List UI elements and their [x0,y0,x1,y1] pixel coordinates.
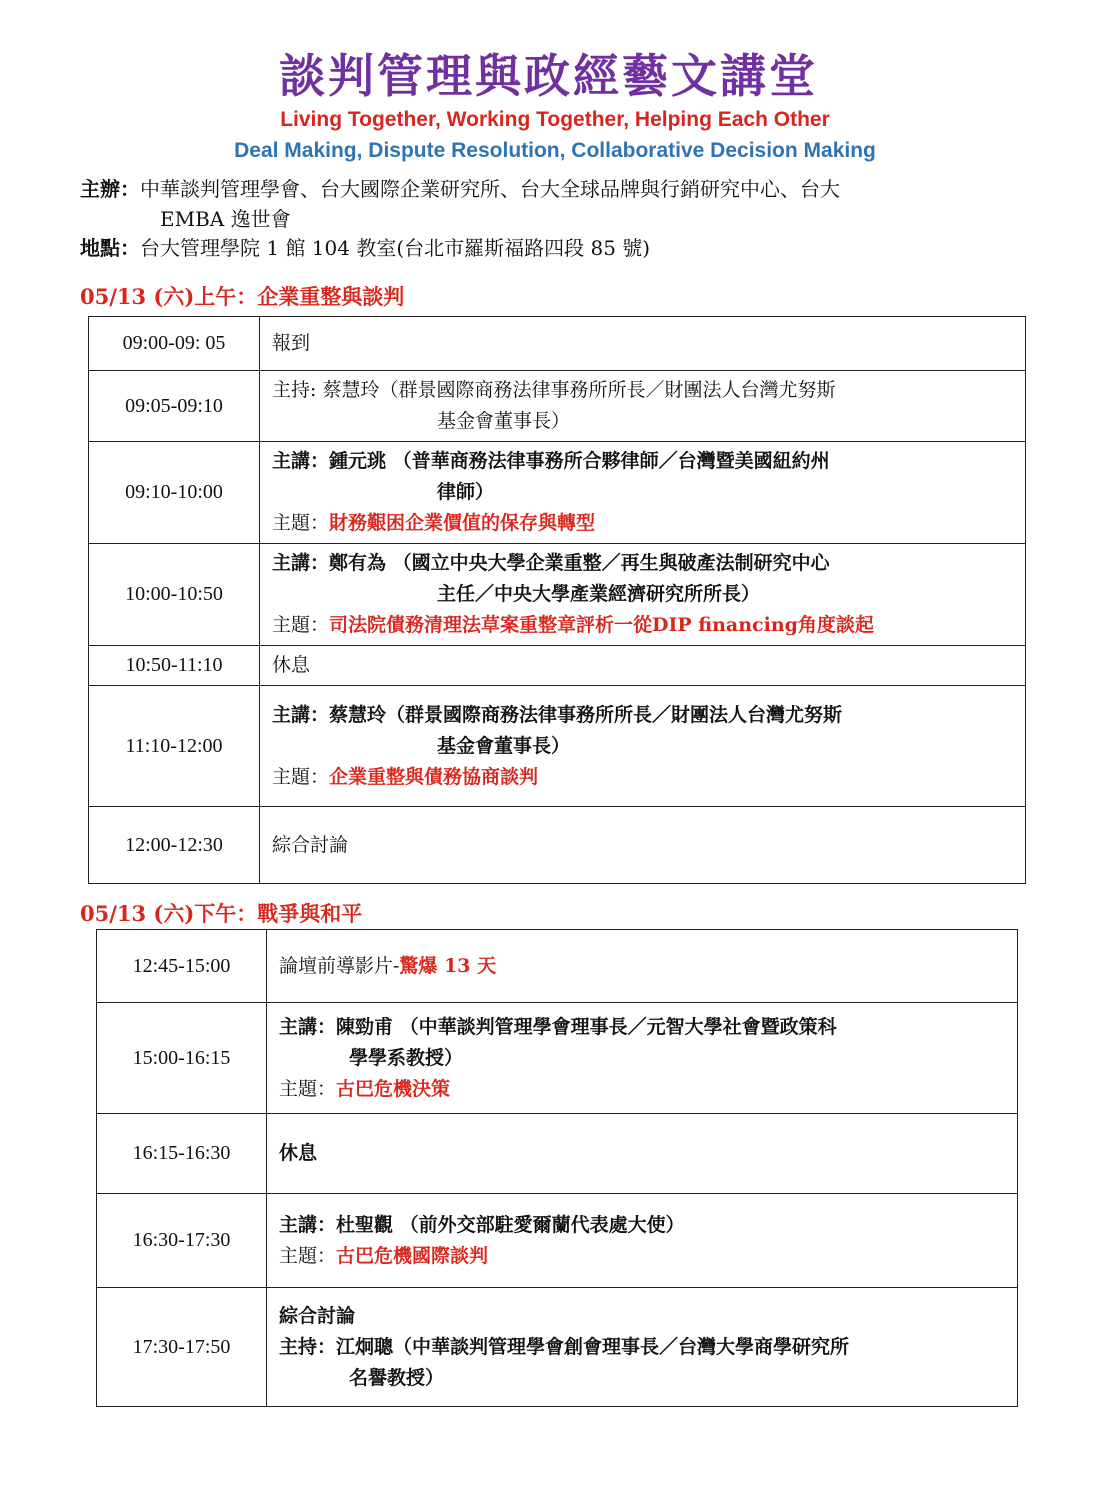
speaker-line: 主講：鍾元珧 （普華商務法律事務所合夥律師／台灣暨美國紐約州 [272,450,830,472]
table-row [97,1003,1018,1114]
table-row [89,442,1026,544]
desc-cell [260,371,1026,442]
location-label: 地點： [80,236,140,260]
organizer-block [80,174,1030,234]
topic-label: 主題： [272,512,330,534]
desc-cell [267,1003,1018,1114]
speaker-line-cont: 基金會董事長） [437,734,571,757]
desc-cell [267,930,1018,1003]
time-cell: 12:45-15:00 [97,930,267,1003]
topic-text: 司法院債務清理法草案重整章評析一從DIP financing角度談起 [329,614,874,636]
host-line-cont: 名譽教授） [349,1366,445,1389]
host-line-cont: 基金會董事長） [437,410,571,432]
speaker-line: 主講：陳勁甫 （中華談判管理學會理事長／元智大學社會暨政策科 [279,1015,837,1038]
table-row [89,371,1026,442]
time-cell: 09:05-09:10 [89,371,260,442]
time-cell: 10:00-10:50 [89,544,260,646]
location-block [80,233,650,263]
organizer-text: 中華談判管理學會、台大國際企業研究所、台大全球品牌與行銷研究中心、台大 [140,177,840,201]
subtitle-english-1: Living Together, Working Together, Helping Each Other [280,108,830,131]
time-cell: 16:15-16:30 [97,1114,267,1194]
time-cell: 09:10-10:00 [89,442,260,544]
desc-cell: 綜合討論 [260,807,1026,884]
table-row [89,807,1026,884]
table-row [89,544,1026,646]
time-cell: 17:30-17:50 [97,1288,267,1407]
speaker-line-cont: 律師） [437,481,495,503]
time-cell: 16:30-17:30 [97,1194,267,1288]
desc-cell: 休息 [267,1114,1018,1194]
desc-cell [267,1288,1018,1407]
speaker-line: 主講：鄭有為 （國立中央大學企業重整／再生與破產法制研究中心 [272,552,830,574]
desc-cell [267,1194,1018,1288]
subtitle-english-2: Deal Making, Dispute Resolution, Collaborative Decision Making [234,139,876,162]
table-row [97,1288,1018,1407]
topic-text: 企業重整與債務協商談判 [329,765,539,788]
film-title: 驚爆 13 天 [399,954,497,977]
discussion-line: 綜合討論 [279,1304,356,1327]
page-title: 談判管理與政經藝文講堂 [279,49,818,103]
topic-label: 主題： [279,1077,337,1100]
time-cell: 15:00-16:15 [97,1003,267,1114]
time-cell: 10:50-11:10 [89,646,260,686]
desc-cell: 休息 [260,646,1026,686]
topic-text: 古巴危機國際談判 [336,1244,489,1267]
speaker-line-cont: 主任／中央大學產業經濟研究所所長） [437,583,761,605]
organizer-text-cont: EMBA 逸世會 [160,207,291,231]
desc-cell: 報到 [260,317,1026,371]
location-text: 台大管理學院 1 館 104 教室(台北市羅斯福路四段 85 號) [140,236,651,260]
topic-label: 主題： [279,1244,337,1267]
afternoon-schedule-table [96,929,1018,1407]
table-row [97,930,1018,1003]
desc-cell [260,544,1026,646]
time-cell: 12:00-12:30 [89,807,260,884]
speaker-line: 主講：蔡慧玲（群景國際商務法律事務所所長／財團法人台灣尤努斯 [272,703,843,726]
prefix-text: 論壇前導影片- [279,954,400,977]
speaker-line: 主講：杜聖觀 （前外交部駐愛爾蘭代表處大使） [279,1213,685,1236]
afternoon-heading: 05/13 (六)下午：戰爭與和平 [80,901,363,926]
organizer-label: 主辦： [80,177,140,201]
table-row [97,1194,1018,1288]
table-row [89,686,1026,807]
table-row [89,646,1026,686]
morning-schedule-table [88,316,1026,884]
host-line: 主持: 蔡慧玲（群景國際商務法律事務所所長／財團法人台灣尤努斯 [272,379,836,401]
time-cell: 09:00-09: 05 [89,317,260,371]
table-row [97,1114,1018,1194]
desc-cell [260,686,1026,807]
topic-label: 主題： [272,614,330,636]
topic-label: 主題： [272,765,330,788]
table-row [89,317,1026,371]
desc-cell [260,442,1026,544]
time-cell: 11:10-12:00 [89,686,260,807]
host-line: 主持：江炯聰（中華談判管理學會創會理事長／台灣大學商學研究所 [279,1335,850,1358]
morning-heading: 05/13 (六)上午：企業重整與談判 [80,284,405,309]
speaker-line-cont: 學學系教授） [349,1046,464,1069]
topic-text: 古巴危機決策 [336,1077,451,1100]
topic-text: 財務艱困企業價值的保存與轉型 [329,512,596,534]
